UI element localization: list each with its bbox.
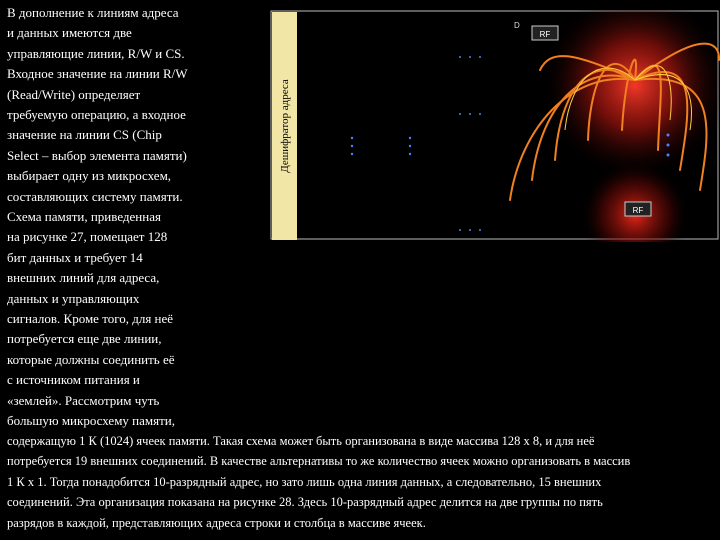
text-line: 1 К х 1. Тогда понадобится 10-разрядный адрес, но зато лишь одна линия данных, а следовательно, 15 внешних [7,474,602,489]
text-line: Схема памяти, приведенная [7,209,161,224]
text-line: данных и управляющих [7,290,140,306]
text-line: составляющих систему памяти. [7,188,183,204]
text-line: выбирает одну из микросхем, [7,168,172,184]
text-line: большую микросхему памяти, [7,413,175,428]
text-line: на рисунке 27, помещает 128 [7,229,168,245]
glow-bottom [580,160,690,242]
register-bottom-label: RF [632,206,644,215]
text-line: В дополнение к линиям адреса [7,5,179,20]
text-line: внешних линий для адреса, [7,270,160,286]
text-line: потребуется еще две линии, [7,331,162,347]
text-line: с источником питания и [7,372,140,388]
top-label: D [514,21,520,30]
text-line: содержащую 1 К (1024) ячеек памяти. Такая схема может быть организована в виде массива 128 х 8, и для неё [7,434,595,448]
address-decoder [272,12,297,240]
text-line: потребуется 19 внешних соединений. В качестве альтернативы то же количество ячеек можно организовать в массив [7,454,631,469]
text-line: разрядов в каждой, представляющих адреса строки и столбца в массиве ячеек. [7,515,426,530]
text-line: Входное значение на линии R/W [7,66,188,82]
text-line: Select – выбор элемента памяти) [7,147,187,163]
decoder-label: Дешифратор адреса [278,79,291,173]
register-top-label: RF [539,30,551,39]
text-line: «землей». Рассмотрим чуть [7,392,160,408]
text-line: и данных имеются две [7,25,132,41]
text-line: соединений. Эта организация показана на рисунке 28. Здесь 10-разрядный адрес делится на две группы по пять [7,495,603,510]
text-line: значение на линии CS (Chip [7,127,162,143]
text-line: бит данных и требует 14 [7,249,143,265]
memory-diagram [270,10,720,242]
text-line: требуемую операцию, а входное [7,107,186,122]
text-line: (Read/Write) определяет [7,86,141,102]
text-line: которые должны соединить её [7,351,175,367]
text-line: управляющие линии, R/W и CS. [7,45,185,61]
text-line: сигналов. Кроме того, для неё [7,311,174,326]
